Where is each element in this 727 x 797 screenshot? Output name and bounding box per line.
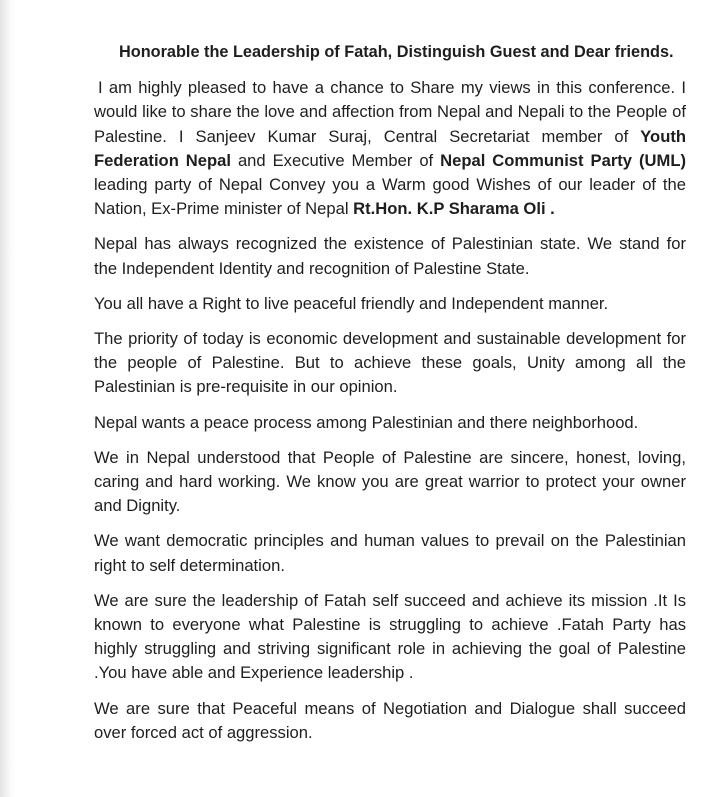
document-body [94,40,686,756]
intro-text-1: I am highly pleased to have a chance to Share my views in this conference. I would like to share the love and affection from Nepal and Nepali to the People of Palestine. I Sanjeev Kumar Suraj, Central Secretariat member of [94,78,686,146]
leader-name: Rt.Hon. K.P Sharama Oli . [353,199,555,219]
org-youth-federation: Youth Federation Nepal [94,126,686,170]
paragraph-leadership: We are sure the leadership of Fatah self succeed and achieve its mission .It Is known to everyone what Palestine is struggling to achieve .Fatah Party has highly struggling and striving significant role in achieving the goal of Palestine .You have able and Experience leadership . [94,590,686,683]
intro-text-2: and Executive Member of [230,150,441,170]
document-title: Honorable the Leadership of Fatah, Distinguish Guest and Dear friends. [119,43,674,61]
intro-paragraph [94,76,686,221]
paragraph-negotiation: We are sure that Peaceful means of Negotiation and Dialogue shall succeed over forced act of aggression. [94,698,686,742]
page-edge-shadow [0,0,16,797]
paragraph-peace-process: Nepal wants a peace process among Palestinian and there neighborhood. [94,412,639,432]
paragraph-priority: The priority of today is economic development and sustainable development for the people of Palestine. But to achieve these goals, Unity among all the Palestinian is pre-requisite in our opinion. [94,329,686,397]
org-communist-party: Nepal Communist Party (UML) [440,150,686,170]
intro-text-3: leading party of Nepal Convey you a Warm good Wishes of our leader of the Nation, Ex-Prime minister of Nepal [94,175,686,219]
paragraph-right-to-live: You all have a Right to live peaceful friendly and Independent manner. [94,293,609,313]
paragraph-democratic: We want democratic principles and human values to prevail on the Palestinian right to self determination. [94,531,686,575]
paragraph-people: We in Nepal understood that People of Palestine are sincere, honest, loving, caring and hard working. We know you are great warrior to protect your owner and Dignity. [94,447,686,516]
paragraph-recognition: Nepal has always recognized the existence of Palestinian state. We stand for the Independent Identity and recognition of Palestine State. [94,234,686,278]
